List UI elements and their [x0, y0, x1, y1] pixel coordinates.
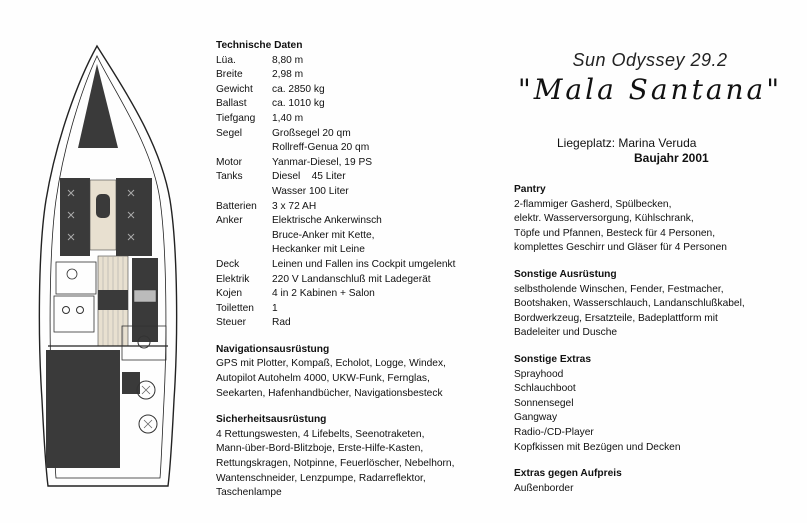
surcharge-lines: [514, 482, 804, 497]
spec-key: Gewicht: [216, 83, 253, 95]
spec-key: Lüa.: [216, 54, 236, 66]
berth-location: Liegeplatz: Marina Veruda: [557, 136, 697, 150]
text-line: Schlauchboot: [514, 383, 576, 395]
navigation-section: [216, 343, 496, 401]
equipment-section: [514, 268, 804, 341]
text-line: Sonnensegel: [514, 397, 574, 409]
spec-row: [216, 97, 496, 112]
spec-value: 1,40 m: [272, 112, 304, 124]
spec-key: Deck: [216, 258, 240, 270]
spec-value: 220 V Landanschluß mit Ladegerät: [272, 273, 431, 285]
aft-berth: [46, 350, 120, 468]
spec-key: Steuer: [216, 317, 247, 329]
build-year: Baujahr 2001: [634, 151, 709, 165]
title-block: [505, 50, 795, 106]
extras-lines: [514, 368, 804, 456]
text-line: komplettes Geschirr und Gläser für 4 Personen: [514, 242, 727, 254]
spec-row: [216, 112, 496, 127]
navigation-lines: [216, 357, 496, 401]
spec-value: 1: [272, 302, 278, 314]
text-line: Gangway: [514, 412, 558, 424]
washbasin: [67, 269, 77, 279]
text-line: 4 Rettungswesten, 4 Lifebelts, Seenotraketen,: [216, 428, 425, 440]
specs-heading: Technische Daten: [216, 40, 303, 51]
text-line: Mann-über-Bord-Blitzboje, Erste-Hilfe-Kasten,: [216, 443, 424, 455]
text-line: Rettungskragen, Notpinne, Feuerlöscher, Nebelhorn,: [216, 458, 455, 470]
galley: [54, 296, 94, 332]
spec-value: Elektrische Ankerwinsch: [272, 215, 382, 227]
spec-key: Segel: [216, 127, 243, 139]
spec-key: Tanks: [216, 171, 243, 183]
text-line: Bordwerkzeug, Ersatzteile, Badeplattform mit: [514, 312, 718, 324]
spec-key: Toiletten: [216, 302, 254, 314]
spec-value: ca. 2850 kg: [272, 83, 325, 95]
v-berth-left: [60, 178, 90, 256]
spec-row: [216, 141, 496, 156]
spec-key: Elektrik: [216, 273, 250, 285]
spec-key: Breite: [216, 69, 243, 81]
extras-section: [514, 353, 804, 455]
spec-row: [216, 229, 496, 244]
text-line: Taschenlampe: [216, 487, 282, 499]
text-line: Sprayhood: [514, 368, 564, 380]
text-line: GPS mit Plotter, Kompaß, Echolot, Logge, Windex,: [216, 358, 446, 370]
text-line: Badeleiter und Dusche: [514, 327, 618, 339]
spec-row: [216, 170, 496, 185]
boat-name: "Mala Santana": [517, 73, 783, 106]
text-line: Außenborder: [514, 482, 574, 494]
spec-value: Heckanker mit Leine: [272, 244, 365, 256]
spec-value: Leinen und Fallen ins Cockpit umgelenkt: [272, 258, 456, 270]
navigation-heading: Navigationsausrüstung: [216, 343, 330, 355]
spec-value: 2,98 m: [272, 69, 304, 81]
heads: [56, 262, 96, 294]
text-line: Bootshaken, Wasserschlauch, Landanschlußkabel,: [514, 298, 745, 310]
sink-basin: [77, 307, 84, 314]
text-line: 2-flammiger Gasherd, Spülbecken,: [514, 198, 672, 210]
spec-key: Motor: [216, 156, 243, 168]
safety-heading: Sicherheitsausrüstung: [216, 414, 327, 426]
text-line: Radio-/CD-Player: [514, 426, 594, 438]
spec-row: [216, 316, 496, 331]
safety-section: [216, 413, 496, 501]
spec-value: 8,80 m: [272, 54, 304, 66]
spec-value: 3 x 72 AH: [272, 200, 317, 212]
text-line: elektr. Wasserversorgung, Kühlschrank,: [514, 213, 694, 225]
spec-row: [216, 156, 496, 171]
spec-value: ca. 1010 kg: [272, 98, 325, 110]
spec-value: Yanmar-Diesel, 19 PS: [272, 156, 373, 168]
spec-row: [216, 243, 496, 258]
spec-key: Tiefgang: [216, 112, 256, 124]
spec-value: Rad: [272, 317, 291, 329]
equipment-heading: Sonstige Ausrüstung: [514, 268, 617, 280]
chart-table: [134, 290, 156, 302]
surcharge-heading: Extras gegen Aufpreis: [514, 468, 622, 480]
spec-row: [216, 68, 496, 83]
boat-layout-plan: [18, 40, 198, 510]
spec-value: Bruce-Anker mit Kette,: [272, 229, 375, 241]
pantry-heading: Pantry: [514, 184, 546, 195]
text-line: selbstholende Winschen, Fender, Festmacher,: [514, 283, 724, 295]
spec-row: [216, 302, 496, 317]
spec-row: [216, 287, 496, 302]
cabin-table: [96, 194, 110, 218]
spec-row: [216, 83, 496, 98]
spec-row: [216, 54, 496, 69]
spec-value: Großsegel 20 qm: [272, 127, 351, 139]
middle-column: [216, 39, 496, 501]
bow-locker: [78, 64, 118, 148]
text-line: Seekarten, Hafenhandbücher, Navigationsbesteck: [216, 387, 443, 399]
spec-value: Rollreff-Genua 20 qm: [272, 142, 370, 154]
equipment-lines: [514, 283, 804, 341]
stove-burner: [63, 307, 70, 314]
text-line: Wantenschneider, Lenzpumpe, Radarreflektor,: [216, 472, 426, 484]
spec-key: Ballast: [216, 98, 247, 110]
spec-row: [216, 273, 496, 288]
spec-value: Wasser 100 Liter: [272, 185, 349, 197]
right-column: [514, 183, 804, 496]
spec-row: [216, 200, 496, 215]
steps: [98, 290, 128, 310]
spec-row: [216, 214, 496, 229]
spec-key: Batterien: [216, 200, 257, 212]
spec-row: [216, 258, 496, 273]
model-name: Sun Odyssey 29.2: [572, 50, 728, 70]
extras-heading: Sonstige Extras: [514, 353, 591, 365]
text-line: Töpfe und Pfannen, Besteck für 4 Personen,: [514, 227, 716, 239]
spec-row: [216, 127, 496, 142]
pantry-lines: [514, 198, 804, 256]
text-line: Autopilot Autohelm 4000, UKW-Funk, Fernglas,: [216, 373, 430, 385]
pantry-section: [514, 183, 804, 256]
spec-value: 4 in 2 Kabinen + Salon: [272, 288, 375, 300]
text-line: Kopfkissen mit Bezügen und Decken: [514, 441, 681, 453]
surcharge-section: [514, 467, 804, 496]
specs-section: [216, 39, 496, 331]
spec-value: Diesel 45 Liter: [272, 171, 346, 183]
safety-lines: [216, 428, 496, 501]
v-berth-right: [116, 178, 152, 256]
spec-row: [216, 185, 496, 200]
specs-table: [216, 54, 496, 331]
spec-key: Kojen: [216, 288, 243, 300]
spec-key: Anker: [216, 215, 243, 227]
